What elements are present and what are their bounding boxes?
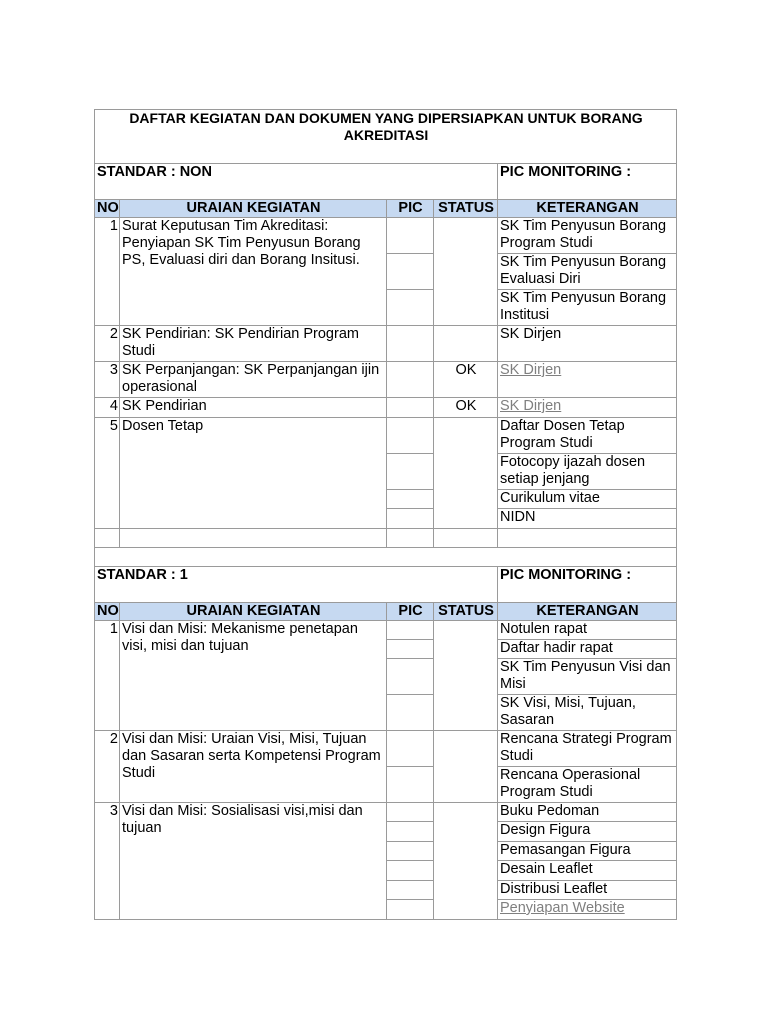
item-status bbox=[434, 803, 498, 920]
item-uraian: SK Pendirian: SK Pendirian Program Studi bbox=[120, 326, 387, 362]
item-keterangan: Distribusi Leaflet bbox=[498, 881, 677, 900]
item-status bbox=[434, 218, 498, 326]
item-pic bbox=[387, 362, 434, 398]
item-keterangan: SK Tim Penyusun Borang Evaluasi Diri bbox=[498, 254, 677, 290]
item-no: 2 bbox=[95, 731, 120, 803]
spacer-row bbox=[95, 548, 677, 567]
item-no: 3 bbox=[95, 803, 120, 920]
standar-label: STANDAR : NON bbox=[95, 164, 387, 200]
item-pic bbox=[387, 900, 434, 920]
item-status bbox=[434, 621, 498, 731]
item-pic bbox=[387, 418, 434, 454]
standar-row bbox=[95, 567, 677, 603]
item-uraian: Visi dan Misi: Uraian Visi, Misi, Tujuan dan Sasaran serta Kompetensi Program Studi bbox=[120, 731, 387, 803]
item-pic bbox=[387, 803, 434, 822]
title-row bbox=[95, 110, 677, 164]
item-keterangan: Curikulum vitae bbox=[498, 490, 677, 509]
item-keterangan: Rencana Operasional Program Studi bbox=[498, 767, 677, 803]
item-uraian: Dosen Tetap bbox=[120, 418, 387, 529]
table-row bbox=[95, 398, 677, 418]
item-status bbox=[434, 326, 498, 362]
item-keterangan-link[interactable] bbox=[498, 398, 677, 418]
item-status: OK bbox=[434, 362, 498, 398]
item-uraian: Surat Keputusan Tim Akreditasi: Penyiapan SK Tim Penyusun Borang PS, Evaluasi diri dan Borang Insitusi. bbox=[120, 218, 387, 326]
empty-row bbox=[95, 529, 677, 548]
table-row bbox=[95, 418, 677, 454]
item-keterangan-link[interactable] bbox=[498, 362, 677, 398]
item-pic bbox=[387, 767, 434, 803]
item-uraian: Visi dan Misi: Mekanisme penetapan visi, misi dan tujuan bbox=[120, 621, 387, 731]
column-header-row bbox=[95, 603, 677, 621]
akreditasi-table bbox=[94, 109, 677, 920]
item-keterangan: SK Tim Penyusun Visi dan Misi bbox=[498, 659, 677, 695]
item-pic bbox=[387, 621, 434, 640]
col-status-header: STATUS bbox=[434, 603, 498, 621]
item-keterangan: Notulen rapat bbox=[498, 621, 677, 640]
item-uraian: Visi dan Misi: Sosialisasi visi,misi dan tujuan bbox=[120, 803, 387, 920]
item-pic bbox=[387, 861, 434, 881]
item-no: 5 bbox=[95, 418, 120, 529]
col-status-header: STATUS bbox=[434, 200, 498, 218]
table-row bbox=[95, 326, 677, 362]
item-pic bbox=[387, 822, 434, 842]
col-uraian-header: URAIAN KEGIATAN bbox=[120, 200, 387, 218]
item-keterangan: SK Visi, Misi, Tujuan, Sasaran bbox=[498, 695, 677, 731]
item-pic bbox=[387, 881, 434, 900]
item-pic bbox=[387, 398, 434, 418]
item-pic bbox=[387, 640, 434, 659]
standar-row bbox=[95, 164, 677, 200]
item-no: 3 bbox=[95, 362, 120, 398]
item-keterangan: Daftar Dosen Tetap Program Studi bbox=[498, 418, 677, 454]
item-keterangan-link[interactable] bbox=[498, 900, 677, 920]
col-keterangan-header: KETERANGAN bbox=[498, 200, 677, 218]
item-status: OK bbox=[434, 398, 498, 418]
item-uraian: SK Perpanjangan: SK Perpanjangan ijin operasional bbox=[120, 362, 387, 398]
penyiapan-website-link[interactable]: Penyiapan Website bbox=[500, 900, 625, 916]
item-pic bbox=[387, 290, 434, 326]
item-no: 1 bbox=[95, 621, 120, 731]
standar-label: STANDAR : 1 bbox=[95, 567, 387, 603]
item-keterangan: Buku Pedoman bbox=[498, 803, 677, 822]
item-uraian: SK Pendirian bbox=[120, 398, 387, 418]
col-keterangan-header: KETERANGAN bbox=[498, 603, 677, 621]
item-keterangan: SK Tim Penyusun Borang Institusi bbox=[498, 290, 677, 326]
col-uraian-header: URAIAN KEGIATAN bbox=[120, 603, 387, 621]
item-pic bbox=[387, 659, 434, 695]
sk-dirjen-link[interactable]: SK Dirjen bbox=[500, 362, 562, 378]
pic-monitoring-label: PIC MONITORING : bbox=[498, 164, 677, 200]
item-no: 2 bbox=[95, 326, 120, 362]
col-no-header: NO bbox=[95, 603, 120, 621]
item-pic bbox=[387, 731, 434, 767]
sk-dirjen-link[interactable]: SK Dirjen bbox=[500, 398, 562, 414]
item-pic bbox=[387, 842, 434, 861]
table-row bbox=[95, 218, 677, 254]
item-pic bbox=[387, 695, 434, 731]
item-pic bbox=[387, 218, 434, 254]
item-status bbox=[434, 731, 498, 803]
item-pic bbox=[387, 254, 434, 290]
item-keterangan: Daftar hadir rapat bbox=[498, 640, 677, 659]
column-header-row bbox=[95, 200, 677, 218]
item-keterangan: Rencana Strategi Program Studi bbox=[498, 731, 677, 767]
item-keterangan: Fotocopy ijazah dosen setiap jenjang bbox=[498, 454, 677, 490]
item-pic bbox=[387, 326, 434, 362]
item-keterangan: Pemasangan Figura bbox=[498, 842, 677, 861]
item-keterangan: Design Figura bbox=[498, 822, 677, 842]
item-pic bbox=[387, 509, 434, 529]
table-row bbox=[95, 621, 677, 640]
table-row bbox=[95, 803, 677, 822]
col-pic-header: PIC bbox=[387, 200, 434, 218]
item-status bbox=[434, 418, 498, 529]
item-keterangan: SK Dirjen bbox=[498, 326, 677, 362]
document-title: DAFTAR KEGIATAN DAN DOKUMEN YANG DIPERSIAPKAN UNTUK BORANG AKREDITASI bbox=[95, 110, 677, 164]
item-keterangan: Desain Leaflet bbox=[498, 861, 677, 881]
pic-monitoring-label: PIC MONITORING : bbox=[498, 567, 677, 603]
item-pic bbox=[387, 490, 434, 509]
item-no: 1 bbox=[95, 218, 120, 326]
item-keterangan: NIDN bbox=[498, 509, 677, 529]
col-no-header: NO bbox=[95, 200, 120, 218]
item-pic bbox=[387, 454, 434, 490]
table-row bbox=[95, 362, 677, 398]
col-pic-header: PIC bbox=[387, 603, 434, 621]
item-no: 4 bbox=[95, 398, 120, 418]
table-row bbox=[95, 731, 677, 767]
item-keterangan: SK Tim Penyusun Borang Program Studi bbox=[498, 218, 677, 254]
